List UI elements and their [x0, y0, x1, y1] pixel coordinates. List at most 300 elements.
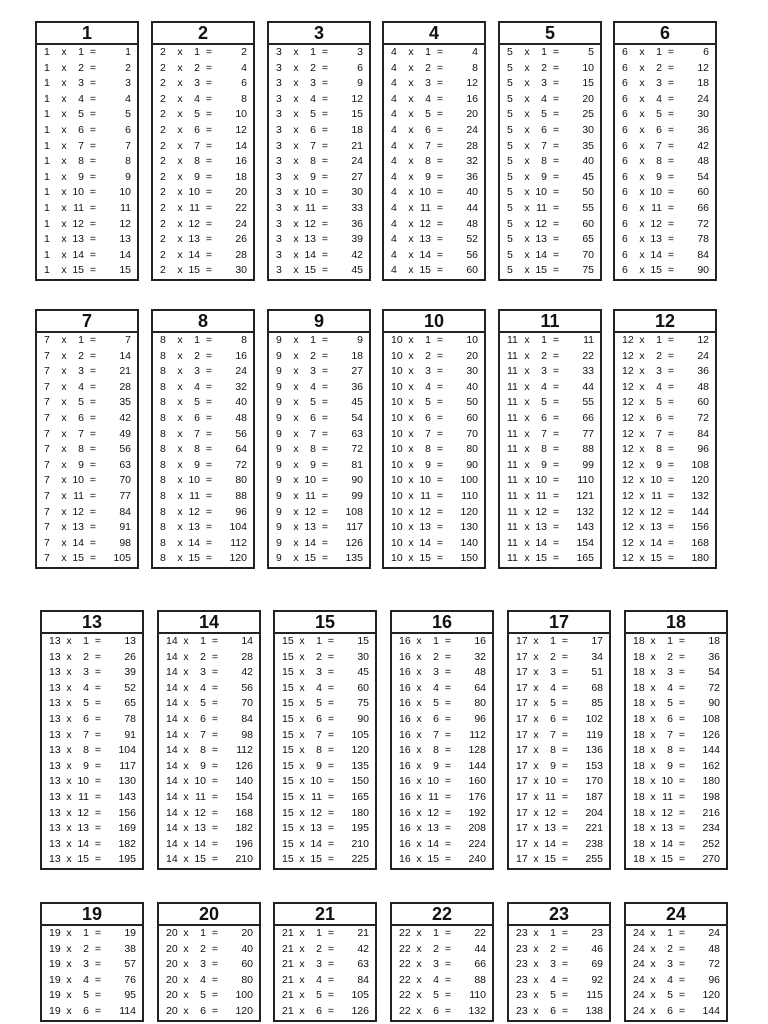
multiplier: 8: [656, 155, 662, 168]
times-sign: x: [524, 458, 530, 471]
product: 36: [697, 365, 709, 378]
multiplier: 15: [419, 552, 431, 565]
equals-sign: =: [205, 458, 213, 471]
multiplier: 15: [535, 264, 547, 277]
equals-sign: =: [205, 170, 213, 183]
times-sign: x: [61, 108, 67, 121]
table-row: [42, 759, 142, 775]
product: 130: [118, 775, 136, 788]
multiplicand: 13: [49, 822, 61, 835]
multiplier: 15: [304, 264, 316, 277]
multiplier: 5: [550, 989, 556, 1002]
equals-sign: =: [94, 775, 102, 788]
multiplicand: 12: [622, 552, 634, 565]
multiplicand: 16: [399, 728, 411, 741]
multiplicand: 6: [622, 61, 628, 74]
product: 20: [241, 927, 253, 939]
times-sign: x: [66, 635, 72, 647]
times-table-5: [498, 21, 602, 281]
multiplier: 11: [305, 489, 316, 502]
multiplicand: 3: [276, 170, 282, 183]
table-row: [275, 790, 375, 806]
multiplier: 4: [316, 681, 322, 694]
product: 39: [124, 666, 136, 679]
times-sign: x: [524, 46, 530, 58]
times-sign: x: [177, 46, 183, 58]
product: 91: [119, 521, 131, 534]
table-row: [275, 973, 375, 989]
multiplier: 1: [550, 927, 556, 939]
multiplier: 15: [661, 853, 673, 866]
product: 196: [235, 837, 253, 850]
table-row: [509, 712, 609, 728]
multiplier: 2: [667, 650, 673, 663]
product: 112: [236, 744, 253, 757]
multiplier: 2: [310, 349, 316, 362]
table-row: [500, 505, 600, 521]
times-table-9: [267, 309, 371, 569]
equals-sign: =: [327, 806, 335, 819]
multiplier: 3: [425, 77, 431, 90]
equals-sign: =: [205, 46, 213, 58]
multiplier: 6: [316, 712, 322, 725]
table-row: [42, 743, 142, 759]
table-row: [384, 263, 484, 279]
table-heading: 7: [37, 311, 137, 333]
table-row: [42, 1004, 142, 1020]
table-row: [269, 505, 369, 521]
table-row: [500, 364, 600, 380]
equals-sign: =: [94, 837, 102, 850]
times-sign: x: [650, 790, 656, 803]
product: 55: [582, 201, 594, 214]
equals-sign: =: [667, 46, 675, 58]
product: 14: [235, 139, 247, 152]
times-sign: x: [408, 396, 414, 409]
product: 3: [357, 46, 363, 58]
multiplier: 12: [188, 505, 200, 518]
multiplicand: 3: [276, 264, 282, 277]
equals-sign: =: [205, 155, 213, 168]
equals-sign: =: [321, 233, 329, 246]
equals-sign: =: [89, 77, 97, 90]
times-sign: x: [61, 123, 67, 136]
equals-sign: =: [205, 552, 213, 565]
times-sign: x: [416, 806, 422, 819]
table-row: [269, 248, 369, 264]
times-sign: x: [650, 759, 656, 772]
equals-sign: =: [211, 744, 219, 757]
product: 35: [582, 139, 594, 152]
times-sign: x: [639, 201, 645, 214]
table-heading: 22: [392, 904, 492, 926]
multiplicand: 3: [276, 155, 282, 168]
multiplicand: 24: [633, 989, 645, 1002]
table-row: [626, 837, 726, 853]
times-sign: x: [416, 712, 422, 725]
product: 6: [125, 123, 131, 136]
times-table-11: [498, 309, 602, 569]
multiplier: 7: [200, 728, 206, 741]
product: 48: [708, 942, 720, 955]
multiplier: 9: [541, 458, 547, 471]
multiplier: 14: [194, 837, 206, 850]
multiplicand: 8: [160, 334, 166, 346]
equals-sign: =: [94, 927, 102, 939]
equals-sign: =: [552, 217, 560, 230]
times-sign: x: [408, 334, 414, 346]
table-row: [615, 458, 715, 474]
multiplicand: 13: [49, 853, 61, 866]
multiplicand: 5: [507, 46, 513, 58]
multiplicand: 8: [160, 458, 166, 471]
times-sign: x: [61, 443, 67, 456]
multiplicand: 18: [633, 790, 645, 803]
table-row: [42, 852, 142, 868]
product: 72: [351, 443, 363, 456]
multiplicand: 4: [391, 248, 397, 261]
product: 50: [582, 186, 594, 199]
equals-sign: =: [321, 427, 329, 440]
table-row: [509, 942, 609, 958]
equals-sign: =: [678, 1004, 686, 1017]
times-sign: x: [408, 349, 414, 362]
equals-sign: =: [436, 380, 444, 393]
table-row: [384, 380, 484, 396]
product: 100: [235, 989, 253, 1002]
equals-sign: =: [561, 697, 569, 710]
multiplier: 5: [310, 396, 316, 409]
multiplier: 3: [541, 365, 547, 378]
multiplier: 2: [656, 349, 662, 362]
product: 36: [466, 170, 478, 183]
multiplicand: 19: [49, 942, 61, 955]
equals-sign: =: [321, 458, 329, 471]
times-sign: x: [650, 853, 656, 866]
product: 165: [576, 552, 594, 565]
table-row: [37, 536, 137, 552]
product: 105: [113, 552, 131, 565]
product: 16: [235, 349, 247, 362]
equals-sign: =: [436, 427, 444, 440]
multiplicand: 10: [391, 521, 403, 534]
times-sign: x: [66, 837, 72, 850]
times-table-17: [507, 610, 611, 870]
multiplicand: 9: [276, 349, 282, 362]
equals-sign: =: [561, 853, 569, 866]
times-sign: x: [416, 790, 422, 803]
multiplicand: 16: [399, 822, 411, 835]
table-row: [615, 76, 715, 92]
multiplicand: 1: [44, 155, 50, 168]
table-row: [509, 650, 609, 666]
table-row: [269, 45, 369, 61]
multiplier: 10: [194, 775, 206, 788]
multiplier: 15: [419, 264, 431, 277]
multiplier: 5: [656, 396, 662, 409]
equals-sign: =: [211, 728, 219, 741]
times-sign: x: [533, 790, 539, 803]
table-row: [42, 942, 142, 958]
product: 75: [357, 697, 369, 710]
product: 120: [235, 1004, 253, 1017]
multiplicand: 13: [49, 790, 61, 803]
multiplier: 7: [656, 139, 662, 152]
equals-sign: =: [444, 759, 452, 772]
multiplier: 2: [433, 942, 439, 955]
equals-sign: =: [444, 806, 452, 819]
multiplier: 7: [656, 427, 662, 440]
multiplier: 15: [72, 552, 84, 565]
product: 68: [591, 681, 603, 694]
times-sign: x: [416, 973, 422, 986]
table-row: [392, 957, 492, 973]
times-sign: x: [177, 396, 183, 409]
equals-sign: =: [321, 248, 329, 261]
multiplicand: 16: [399, 697, 411, 710]
times-sign: x: [650, 837, 656, 850]
table-row: [269, 154, 369, 170]
product: 90: [466, 458, 478, 471]
table-row: [392, 759, 492, 775]
multiplier: 11: [189, 201, 200, 214]
multiplicand: 18: [633, 837, 645, 850]
equals-sign: =: [436, 365, 444, 378]
multiplier: 1: [78, 46, 84, 58]
product: 84: [697, 248, 709, 261]
equals-sign: =: [211, 927, 219, 939]
multiplicand: 19: [49, 958, 61, 971]
product: 98: [241, 728, 253, 741]
multiplicand: 6: [622, 233, 628, 246]
table-row: [153, 442, 253, 458]
multiplicand: 20: [166, 989, 178, 1002]
multiplier: 2: [200, 942, 206, 955]
table-row: [275, 806, 375, 822]
multiplier: 5: [656, 108, 662, 121]
multiplier: 5: [425, 396, 431, 409]
equals-sign: =: [552, 155, 560, 168]
equals-sign: =: [211, 650, 219, 663]
times-sign: x: [61, 61, 67, 74]
product: 4: [125, 92, 131, 105]
multiplier: 5: [433, 989, 439, 1002]
table-row: [615, 232, 715, 248]
equals-sign: =: [321, 139, 329, 152]
product: 30: [582, 123, 594, 136]
multiplicand: 14: [166, 728, 178, 741]
table-row: [37, 442, 137, 458]
multiplier: 4: [433, 681, 439, 694]
product: 136: [585, 744, 603, 757]
equals-sign: =: [321, 521, 329, 534]
multiplier: 12: [544, 806, 556, 819]
equals-sign: =: [89, 139, 97, 152]
product: 77: [582, 427, 594, 440]
table-row: [615, 201, 715, 217]
table-row: [37, 551, 137, 567]
equals-sign: =: [205, 201, 213, 214]
times-sign: x: [177, 458, 183, 471]
times-sign: x: [533, 989, 539, 1002]
multiplier: 14: [544, 837, 556, 850]
multiplicand: 3: [276, 92, 282, 105]
multiplier: 4: [194, 92, 200, 105]
table-heading: 2: [153, 23, 253, 45]
multiplier: 15: [544, 853, 556, 866]
multiplicand: 4: [391, 201, 397, 214]
times-sign: x: [639, 155, 645, 168]
multiplicand: 9: [276, 396, 282, 409]
equals-sign: =: [89, 380, 97, 393]
product: 7: [125, 334, 131, 346]
equals-sign: =: [211, 958, 219, 971]
product: 44: [466, 201, 478, 214]
equals-sign: =: [94, 806, 102, 819]
multiplicand: 11: [507, 334, 518, 346]
equals-sign: =: [444, 927, 452, 939]
multiplicand: 18: [633, 681, 645, 694]
product: 210: [351, 837, 369, 850]
equals-sign: =: [327, 837, 335, 850]
table-row: [269, 551, 369, 567]
product: 8: [241, 92, 247, 105]
table-row: [269, 185, 369, 201]
times-sign: x: [524, 552, 530, 565]
times-sign: x: [524, 536, 530, 549]
multiplicand: 17: [516, 822, 528, 835]
multiplier: 1: [83, 635, 89, 647]
equals-sign: =: [552, 233, 560, 246]
multiplier: 6: [541, 411, 547, 424]
equals-sign: =: [94, 635, 102, 647]
product: 110: [577, 474, 594, 487]
multiplicand: 19: [49, 927, 61, 939]
times-sign: x: [533, 806, 539, 819]
product: 150: [351, 775, 369, 788]
multiplicand: 17: [516, 666, 528, 679]
table-row: [626, 681, 726, 697]
times-sign: x: [183, 1004, 189, 1017]
multiplier: 1: [656, 334, 662, 346]
multiplier: 11: [195, 790, 206, 803]
equals-sign: =: [205, 108, 213, 121]
multiplicand: 18: [633, 853, 645, 866]
table-row: [275, 696, 375, 712]
multiplicand: 10: [391, 396, 403, 409]
table-row: [269, 232, 369, 248]
multiplicand: 3: [276, 77, 282, 90]
product: 46: [591, 942, 603, 955]
multiplier: 9: [425, 458, 431, 471]
equals-sign: =: [205, 334, 213, 346]
times-sign: x: [416, 697, 422, 710]
multiplier: 4: [78, 92, 84, 105]
table-row: [42, 728, 142, 744]
equals-sign: =: [89, 552, 97, 565]
product: 26: [124, 650, 136, 663]
product: 18: [351, 123, 363, 136]
multiplicand: 5: [507, 201, 513, 214]
multiplier: 5: [78, 396, 84, 409]
times-sign: x: [293, 396, 299, 409]
product: 80: [466, 443, 478, 456]
table-row: [509, 696, 609, 712]
table-row: [42, 650, 142, 666]
multiplier: 9: [78, 458, 84, 471]
product: 120: [229, 552, 247, 565]
equals-sign: =: [667, 155, 675, 168]
table-row: [269, 520, 369, 536]
product: 84: [697, 427, 709, 440]
times-sign: x: [299, 927, 305, 939]
table-row: [384, 45, 484, 61]
multiplier: 7: [78, 427, 84, 440]
multiplicand: 17: [516, 837, 528, 850]
table-row: [615, 411, 715, 427]
multiplicand: 7: [44, 521, 50, 534]
table-row: [159, 973, 259, 989]
equals-sign: =: [561, 728, 569, 741]
times-sign: x: [177, 186, 183, 199]
table-row: [275, 837, 375, 853]
product: 132: [576, 505, 594, 518]
table-row: [509, 743, 609, 759]
times-sign: x: [533, 635, 539, 647]
equals-sign: =: [211, 775, 219, 788]
times-sign: x: [639, 396, 645, 409]
table-row: [153, 92, 253, 108]
equals-sign: =: [552, 46, 560, 58]
multiplicand: 17: [516, 853, 528, 866]
multiplier: 1: [194, 334, 200, 346]
times-table-18: [624, 610, 728, 870]
multiplicand: 11: [507, 365, 518, 378]
times-sign: x: [299, 837, 305, 850]
product: 90: [697, 264, 709, 277]
product: 8: [241, 334, 247, 346]
equals-sign: =: [436, 61, 444, 74]
multiplier: 9: [425, 170, 431, 183]
product: 45: [357, 666, 369, 679]
table-row: [269, 217, 369, 233]
product: 60: [697, 396, 709, 409]
times-sign: x: [293, 233, 299, 246]
equals-sign: =: [205, 248, 213, 261]
table-row: [500, 442, 600, 458]
multiplicand: 7: [44, 349, 50, 362]
table-row: [384, 107, 484, 123]
table-row: [500, 217, 600, 233]
product: 143: [118, 790, 136, 803]
multiplicand: 5: [507, 77, 513, 90]
product: 238: [585, 837, 603, 850]
table-row: [269, 61, 369, 77]
equals-sign: =: [436, 349, 444, 362]
multiplicand: 23: [516, 942, 528, 955]
product: 95: [124, 989, 136, 1002]
product: 22: [474, 927, 486, 939]
table-row: [269, 536, 369, 552]
table-row: [615, 442, 715, 458]
multiplicand: 16: [399, 790, 411, 803]
product: 48: [466, 217, 478, 230]
equals-sign: =: [552, 248, 560, 261]
product: 20: [466, 108, 478, 121]
table-row: [159, 759, 259, 775]
multiplier: 14: [304, 536, 316, 549]
equals-sign: =: [444, 973, 452, 986]
